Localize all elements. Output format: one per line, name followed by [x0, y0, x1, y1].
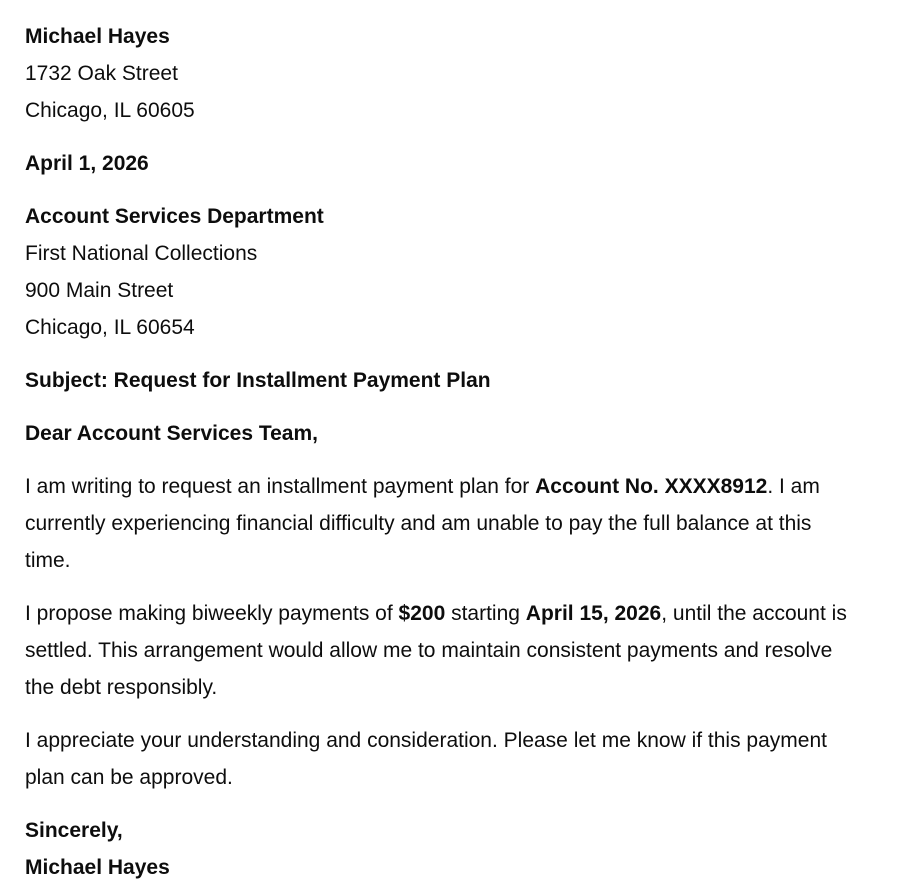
letter-date-block	[25, 145, 850, 182]
sender-city-state-zip: Chicago, IL 60605	[25, 99, 195, 122]
subject-block	[25, 362, 850, 399]
sender-name: Michael Hayes	[25, 25, 170, 48]
paragraph-2-part-3: , until the account is settled. This arrangement would allow me to maintain consistent payments and resolve the debt responsibly.	[25, 602, 847, 699]
paragraph-2-part-2: starting	[445, 602, 526, 625]
paragraph-1-text	[25, 468, 850, 579]
salutation-block	[25, 415, 850, 452]
paragraph-2-text	[25, 595, 850, 706]
closing-block	[25, 812, 850, 886]
recipient-department: Account Services Department	[25, 205, 324, 228]
paragraph-1-part-2: . I am currently experiencing financial difficulty and am unable to pay the full balance at this time.	[25, 475, 820, 572]
start-date-emphasis: April 15, 2026	[525, 602, 662, 625]
signature-name: Michael Hayes	[25, 856, 170, 879]
paragraph-1-part-1: I am writing to request an installment payment plan for	[25, 475, 536, 498]
body-paragraph-3	[25, 722, 850, 796]
paragraph-3-text: I appreciate your understanding and consideration. Please let me know if this payment plan can be approved.	[25, 729, 827, 789]
body-paragraph-2	[25, 595, 850, 706]
sender-address-block	[25, 18, 850, 129]
recipient-street: 900 Main Street	[25, 279, 174, 302]
recipient-company: First National Collections	[25, 242, 258, 265]
subject-line: Subject: Request for Installment Payment Plan	[25, 369, 491, 392]
account-number-emphasis: Account No. XXXX8912	[535, 475, 768, 498]
body-paragraph-1	[25, 468, 850, 579]
letter-date: April 1, 2026	[25, 152, 149, 175]
recipient-city-state-zip: Chicago, IL 60654	[25, 316, 195, 339]
sender-street: 1732 Oak Street	[25, 62, 178, 85]
payment-amount-emphasis: $200	[398, 602, 446, 625]
valediction: Sincerely,	[25, 819, 123, 842]
recipient-address-block	[25, 198, 850, 346]
salutation: Dear Account Services Team,	[25, 422, 318, 445]
paragraph-2-part-1: I propose making biweekly payments of	[25, 602, 399, 625]
